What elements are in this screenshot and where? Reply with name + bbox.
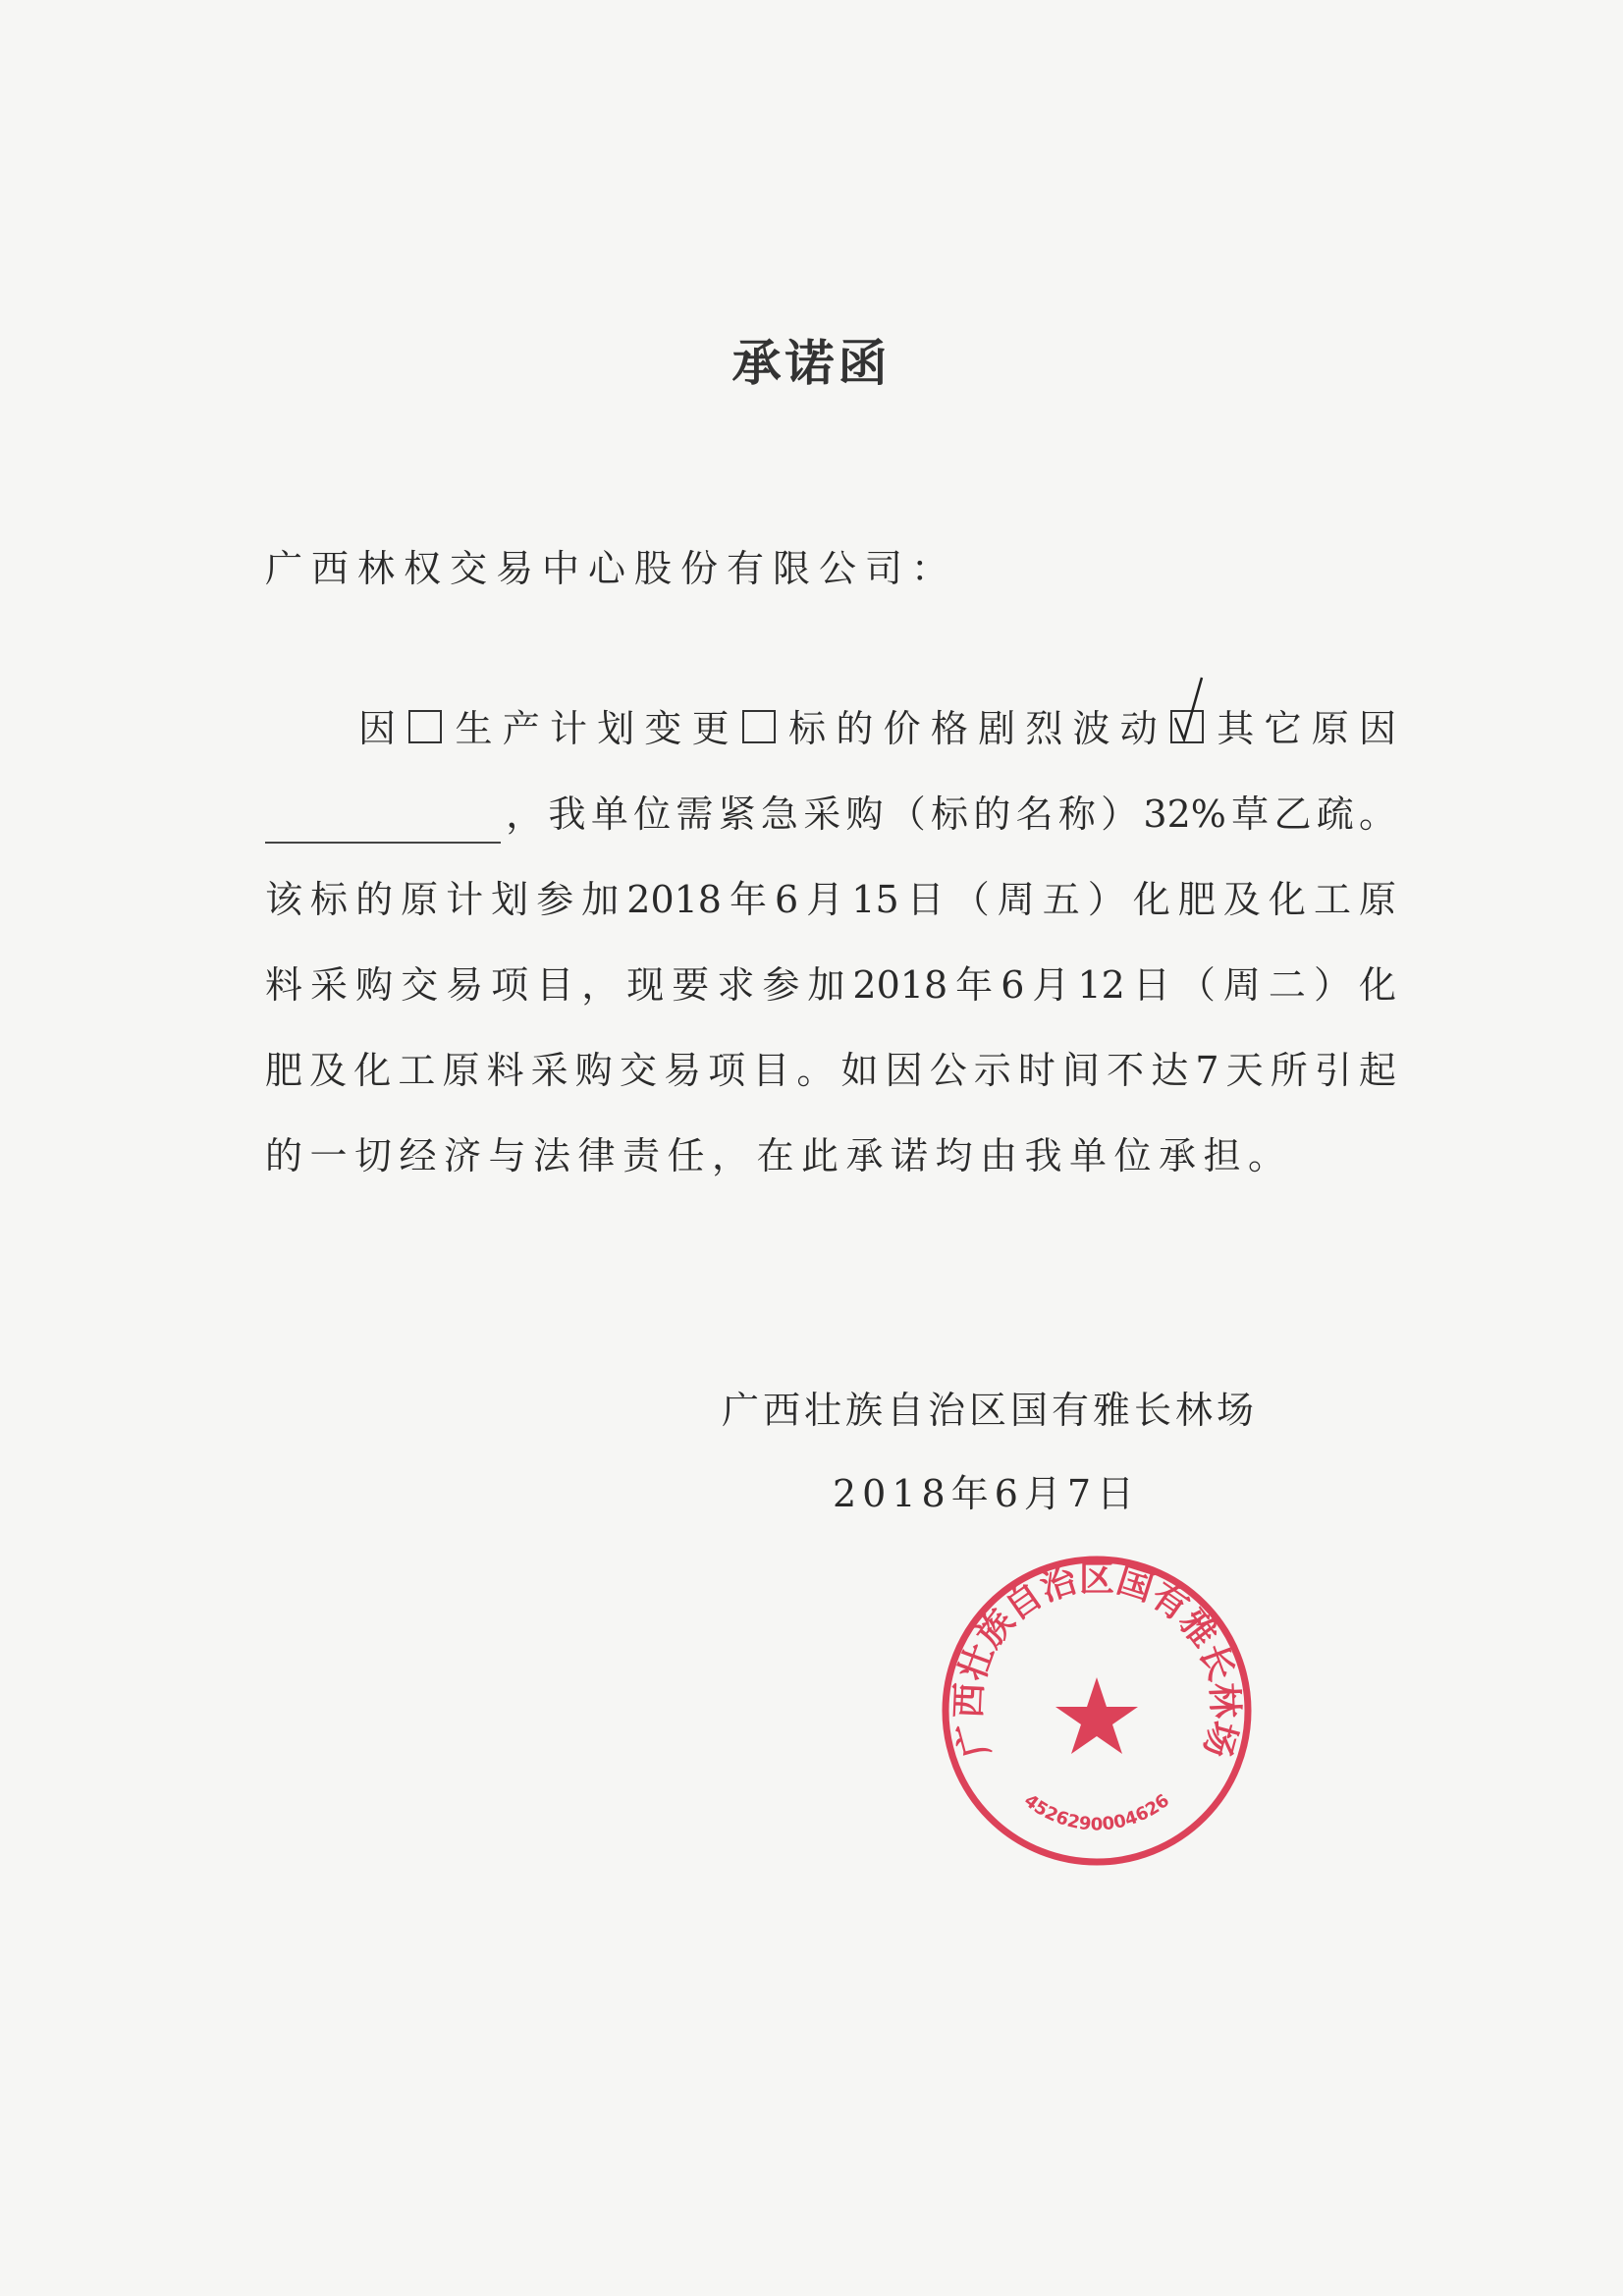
checkbox-price-fluctuation (742, 710, 776, 743)
seal-text: 广西壮族自治区国有雅长林场 (948, 1558, 1245, 1762)
letter-body (265, 699, 1396, 1212)
checkmark-icon (1172, 675, 1204, 743)
star-icon (1055, 1677, 1138, 1754)
body-line-1 (265, 699, 1396, 785)
official-seal (938, 1552, 1256, 1870)
signature-org: 广西壮族自治区国有雅长林场 (722, 1389, 1259, 1432)
addressee: 广西林权交易中心股份有限公司： (265, 547, 958, 590)
text-segment: 因 (358, 707, 406, 750)
option-label: 生产计划变更 (445, 707, 739, 750)
signature-date: 2018年6月7日 (833, 1472, 1141, 1515)
body-line-2 (265, 785, 1396, 870)
text-segment: ，我单位需紧急采购（标的名称）32%草乙疏。 (501, 793, 1396, 836)
body-line-3: 该标的原计划参加2018年6月15日（周五）化肥及化工原 (265, 878, 1396, 921)
body-line-5: 肥及化工原料采购交易项目。如因公示时间不达7天所引起 (265, 1049, 1396, 1092)
checkbox-production-plan (408, 710, 442, 743)
blank-underline (265, 802, 501, 844)
document-title: 承诺函 (731, 335, 892, 392)
checkbox-other-reason-checked (1170, 710, 1204, 743)
option-label: 其它原因 (1207, 707, 1396, 750)
option-label: 标的价格剧烈波动 (778, 707, 1168, 750)
body-line-6: 的一切经济与法律责任，在此承诺均由我单位承担。 (265, 1134, 1293, 1177)
seal-code: 4526290004626 (1019, 1790, 1174, 1835)
body-line-4: 料采购交易项目，现要求参加2018年6月12日（周二）化 (265, 963, 1396, 1007)
